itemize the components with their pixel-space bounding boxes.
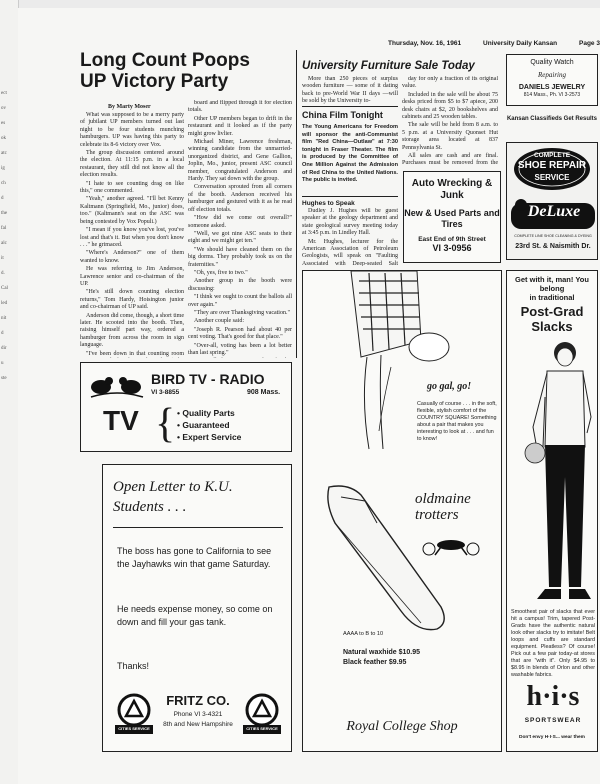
- jewelry-address: 814 Mass., Ph. VI 3-2573: [523, 92, 581, 98]
- bird-big-tv: TV: [103, 405, 139, 436]
- his-logo-sub: SPORTSWEAR: [524, 717, 582, 724]
- paragraph: He was referring to Jim Anderson, Lawrence senior and co-chairman of the UP.: [80, 266, 184, 287]
- paragraph: Another couple said:: [194, 318, 244, 325]
- his-product-1: Post-Grad: [520, 304, 584, 319]
- paragraph: "Oh, yes, five to two.": [194, 269, 248, 276]
- jewelry-name: DANIELS JEWELRY: [518, 84, 586, 91]
- china-bottom-rule: [302, 196, 398, 197]
- gutter-fragment: fal: [1, 226, 7, 231]
- byline: By Marty Moser: [108, 104, 151, 110]
- bird-bullet-3: • Expert Service: [177, 432, 242, 442]
- his-product-2: Slacks: [531, 319, 573, 334]
- shoe-line-3: SERVICE: [534, 173, 570, 182]
- man-in-slacks-illustration: [515, 337, 595, 605]
- wrecking-subtitle: New & Used Parts and Tires: [404, 208, 500, 229]
- paragraph: "I mean if you know you've lost, you've lost and that's it. But when you don't know . . ." he grimaced.: [80, 227, 184, 248]
- royal-price-1: Natural waxhide $10.95: [343, 649, 421, 656]
- shoe-fine-print: COMPLETE LINE SHOE CLEANING & DYEING: [514, 234, 592, 238]
- paragraph: "He's still down counting election returns," Tom Hardy, Hoisington junior and co-chairman of UP said.: [80, 289, 184, 311]
- paragraph: "I've been down in that counting room: [86, 350, 184, 357]
- china-top-rule: [302, 106, 398, 107]
- shoe-line-2: SHOE REPAIR: [517, 160, 587, 171]
- his-ad: [506, 270, 598, 752]
- paragraph: Mr. Hughes, lecturer for the American Association of Petroleum Geologists, will speak on "Faulting Associated with Deep-seated Salt: [302, 238, 398, 266]
- wrecking-title: Auto Wrecking & Junk: [411, 178, 493, 201]
- newspaper-page: [18, 8, 600, 784]
- wrecking-address: East End of 9th Street: [418, 236, 486, 243]
- his-headline-1: Get with it, man! You belong: [515, 275, 589, 293]
- bird-brace: {: [155, 401, 176, 447]
- bird-tv-ad: [80, 362, 292, 452]
- bird-address: 908 Mass.: [247, 389, 281, 396]
- china-headline: China Film Tonight: [302, 110, 383, 120]
- royal-price-2: Black feather $9.95: [343, 659, 407, 666]
- paragraph: Anderson did come, though, a short time later. He scooted into the booth. Then, raising himself part way, ordered a hamburger from across the room in sign language.: [80, 312, 184, 349]
- column-divider: [296, 50, 297, 358]
- headline-line-2: UP Victory Party: [80, 71, 229, 92]
- paragraph: More than 250 pieces of surplus wooden furniture — some of it dating back to pre-World War II days —will be sold by the University to-: [302, 76, 398, 105]
- gutter-fragment: led: [1, 301, 8, 306]
- paragraph: "Yeah," another agreed. "I'll bet Kenny Kaltmann (Springfield, Mo., junior) does, too." (Kaltmann's seat on the ASC was being contested by Vox Populi.): [80, 196, 184, 225]
- his-logo: h·i·s: [526, 681, 580, 712]
- cities-service-right-label: CITIES SERVICE: [246, 726, 278, 731]
- gutter-fragment: atc: [1, 151, 7, 156]
- paragraph: All sales are cash and are final. Purchases must be removed from the: [402, 153, 498, 166]
- paragraph: Dudley J. Hughes will be guest speaker at the geology department and state geological survey meeting today at 3:45 p.m. in Lindley Hall.: [302, 208, 398, 237]
- main-story-column-2: [188, 100, 292, 358]
- paragraph: "I think we ought to count the ballots all over again.": [188, 294, 292, 308]
- royal-copy: Casually of course . . . in the soft, flexible, stylish comfort of the COUNTRY SQUARE! Something about a pair that makes you interesting to look at . . . and fun to know!: [417, 401, 497, 442]
- furniture-headline: University Furniture Sale Today: [302, 60, 475, 72]
- paragraph: "How did we come out overall?" someone asked.: [188, 215, 292, 229]
- jewelry-line-1: Quality Watch: [530, 59, 574, 66]
- gutter-fragment: ch: [1, 181, 6, 186]
- fritz-ad: [102, 464, 292, 752]
- hughes-body: [302, 208, 398, 266]
- his-footer: Don't envy H·I·S... wear them: [519, 735, 585, 740]
- gutter-fragment: it: [1, 256, 4, 261]
- gutter-fragment: es: [1, 121, 6, 126]
- shoe-address: 23rd St. & Naismith Dr.: [515, 243, 591, 250]
- paragraph: Included in the sale will be about 75 desks priced from $5 to $7 apiece, 200 desk chairs at $2, 20 bookshelves and cabinets and 25 wooden tables.: [402, 91, 498, 121]
- fritz-para-2: He needs expense money, so come on down and fill your gas tank.: [117, 604, 273, 627]
- bird-name: BIRD TV - RADIO: [151, 371, 265, 387]
- gutter-fragment: the: [1, 211, 8, 216]
- royal-brand: oldmaine trotters: [415, 491, 471, 523]
- royal-college-shop-ad: [302, 270, 502, 752]
- gutter-fragment: Cal: [1, 286, 8, 291]
- paragraph: The group discussion centered around the election. At 11:15 p.m. in a local restaurant, they still did not know all the election results.: [80, 150, 184, 179]
- shoe-repair-ad: [506, 142, 598, 260]
- jewelry-line-2: Repairing: [538, 71, 566, 79]
- fritz-rule: [113, 527, 283, 528]
- paragraph: day for only a fraction of its original value.: [402, 76, 498, 90]
- wrecking-phone: VI 3-0956: [432, 243, 472, 253]
- fritz-address: 8th and New Hampshire: [163, 721, 233, 728]
- paragraph: "Well, we got nine ASC seats to their eight and we might get ten.": [188, 230, 292, 245]
- paragraph: Other UP members began to drift in the restaurant and it looked as if the party might grow livlier.: [188, 115, 292, 137]
- paragraph: "We should have cleaned them on the big dorms. They probably took us on the fraternities.": [188, 246, 292, 268]
- paragraph: "I hate to see counting drag on like this," one commented.: [80, 180, 184, 195]
- royal-store: Royal College Shop: [346, 719, 458, 734]
- gutter-fragment: d: [1, 196, 4, 201]
- main-headline: [80, 50, 292, 92]
- shoe-line-1: COMPLETE: [533, 152, 571, 159]
- birds-logo-icon: [87, 367, 147, 401]
- paragraph: Michael Miner, Lawrence freshman, winning candidate from the unmarried-unorganized district, and Gene Gallion, Joplin, Mo., junior, present ASC council member, congratulated Anderson and Hardy. They sat down with the group.: [188, 139, 292, 183]
- gutter-fragment: dir: [1, 346, 7, 351]
- paragraph: "They are over Thanksgiving vacation.": [194, 309, 290, 316]
- furniture-column-2: [402, 76, 498, 166]
- furniture-column-1: [302, 76, 398, 106]
- gutter-fragment: d: [1, 331, 4, 336]
- gutter-fragment: ste: [1, 376, 7, 381]
- gutter-fragment: alc: [1, 241, 7, 246]
- fritz-thanks: Thanks!: [117, 661, 150, 671]
- paragraph: "Over-all, voting has been a lot better than last spring.": [188, 342, 292, 356]
- his-copy: Smoothest pair of slacks that ever hit a campus! Trim, tapered Post-Grads have the authentic natural look other slacks try to imitate! Belt loops and cuffs are standard equipment. Pleatless? Of course! Pick out a few pair today-at stores that are "with it". Only $4.95 to $8.95 in blends of Orlon and other washable fabrics.: [511, 609, 595, 678]
- paragraph: Conversation sprouted from all corners of the booth. Anderson received his hamburger and gestured with it as he read off election totals.: [188, 184, 292, 213]
- royal-sizes: AAAA to B to 10: [343, 631, 384, 637]
- headline-line-1: Long Count Poops: [80, 50, 250, 71]
- main-story-column-1: [80, 112, 184, 358]
- gutter-fragment: u: [1, 361, 4, 366]
- header-date: Thursday, Nov. 16, 1961: [388, 40, 462, 47]
- classifieds-line: Kansan Classifieds Get Results: [506, 116, 598, 122]
- gutter-fragment: d.: [1, 271, 5, 276]
- fritz-name: FRITZ CO.: [166, 693, 230, 708]
- bird-phone: VI 3-8855: [151, 389, 180, 396]
- gutter-fragment: ig: [1, 166, 5, 171]
- bird-bullet-1: • Quality Parts: [177, 408, 235, 418]
- gutter-fragment: ov: [1, 106, 6, 111]
- shoe-brand: DeLuxe: [527, 203, 581, 220]
- royal-tagline: go gal, go!: [427, 381, 472, 392]
- header-page: Page 3: [579, 40, 600, 47]
- page-header: [388, 40, 600, 47]
- paragraph: The sale will be held from 8 a.m. to 5 p.m. at a University Quonset Hut storage area located at 837 Pennsylvania St.: [402, 122, 498, 151]
- bird-bullet-2: • Guaranteed: [177, 420, 230, 430]
- cities-service-left-label: CITIES SERVICE: [118, 726, 150, 731]
- fritz-para-1: The boss has gone to California to see the Jayhawks win that game Saturday.: [117, 546, 272, 569]
- bird-bullets: [177, 407, 241, 443]
- paragraph: What was supposed to be a merry party of jubilant UP members turned out last night to be four students munching hamburgers. UP was having this party to celebrate its 8-6 victory over Vox.: [80, 112, 184, 148]
- paragraph: "Where's Anderson?" one of them wanted to know.: [80, 250, 184, 264]
- paragraph: board and flipped through it for election totals.: [188, 100, 292, 114]
- fritz-phone: Phone VI 3-4321: [173, 711, 223, 718]
- wrecking-ad: [403, 171, 501, 263]
- fritz-title: Open Letter to K.U. Students . . .: [113, 479, 233, 515]
- paragraph: "Joseph R. Pearson had about 40 per cent voting. That's good for that place.": [188, 326, 292, 341]
- gutter-fragment: ok: [1, 136, 6, 141]
- paragraph: Another group in the booth were discussing:: [188, 278, 292, 292]
- china-body: The Young Americans for Freedom will sponsor the anti-Communist film "Red China—Outlaw" at 7:30 tonight in Fraser Theater. The film is produced by the Committee of One Million Against the Admission of Red China to the United Nations. The public is invited.: [302, 124, 398, 184]
- gutter-fragment: nit: [1, 316, 7, 321]
- previous-page-gutter: [0, 0, 19, 784]
- hughes-headline: Hughes to Speak: [302, 200, 355, 207]
- jewelry-ad: [506, 54, 598, 106]
- horse-trotter-icon: [421, 533, 481, 557]
- header-paper: University Daily Kansan: [483, 40, 558, 47]
- his-headline-2: in traditional: [529, 293, 575, 302]
- gutter-fragment: ect: [1, 91, 7, 96]
